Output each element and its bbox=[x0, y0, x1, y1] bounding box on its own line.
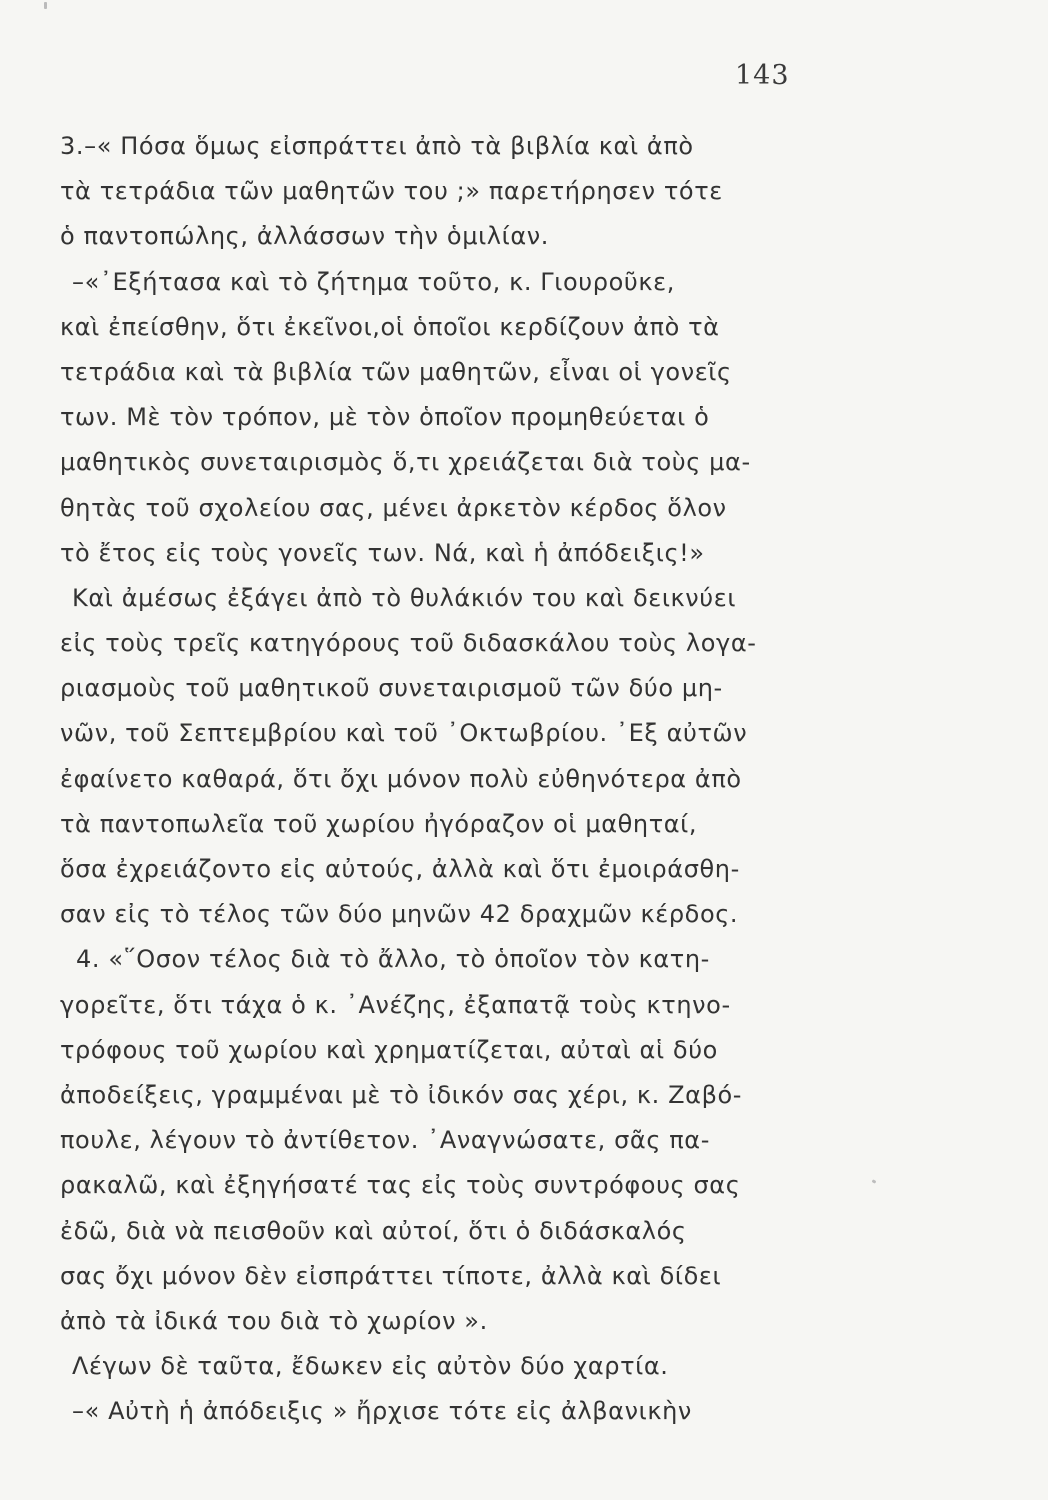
text-line: ἀποδείξεις, γραμμέναι μὲ τὸ ἰδικόν σας χέρι, κ. Ζαβό- bbox=[60, 1080, 743, 1109]
text-line: ἐφαίνετο καθαρά, ὅτι ὄχι μόνον πολὺ εὐθηνότερα ἀπὸ bbox=[60, 764, 742, 793]
text-line: σαν εἰς τὸ τέλος τῶν δύο μηνῶν 42 δραχμῶν κέρδος. bbox=[60, 900, 739, 929]
scan-speck bbox=[872, 1179, 877, 1184]
text-line: πουλε, λέγουν τὸ ἀντίθετον. ᾿Αναγνώσατε, σᾶς πα- bbox=[60, 1126, 710, 1155]
text-line: ἐδῶ, διὰ νὰ πεισθοῦν καὶ αὐτοί, ὅτι ὁ διδάσκαλός bbox=[60, 1216, 687, 1245]
text-line: τετράδια καὶ τὰ βιβλία τῶν μαθητῶν, εἶναι οἱ γονεῖς bbox=[60, 357, 732, 386]
text-line: ὅσα ἐχρειάζοντο εἰς αὐτούς, ἀλλὰ καὶ ὅτι ἐμοιράσθη- bbox=[60, 855, 740, 883]
text-line: ρακαλῶ, καὶ ἐξηγήσατέ τας εἰς τοὺς συντρόφους σας bbox=[60, 1171, 741, 1200]
text-line: εἰς τοὺς τρεῖς κατηγόρους τοῦ διδασκάλου τοὺς λογα- bbox=[60, 629, 757, 658]
page-number: 143 bbox=[735, 60, 790, 91]
text-line: 4. «῞Οσον τέλος διὰ τὸ ἄλλο, τὸ ὁποῖον τὸν κατη- bbox=[76, 945, 710, 974]
text-line: τὸ ἔτος εἰς τοὺς γονεῖς των. Νά, καὶ ἡ ἀπόδειξις!» bbox=[60, 538, 705, 567]
text-line: σας ὄχι μόνον δὲν εἰσπράττει τίποτε, ἀλλὰ καὶ δίδει bbox=[60, 1261, 722, 1290]
text-line: τὰ παντοπωλεῖα τοῦ χωρίου ἠγόραζον οἱ μαθηταί, bbox=[60, 809, 698, 838]
text-line: μαθητικὸς συνεταιρισμὸς ὅ,τι χρειάζεται διὰ τοὺς μα- bbox=[60, 448, 751, 477]
text-line: Καὶ ἀμέσως ἐξάγει ἀπὸ τὸ θυλάκιόν του καὶ δεικνύει bbox=[72, 583, 737, 612]
text-line: –«᾿Εξήτασα καὶ τὸ ζήτημα τοῦτο, κ. Γιουροῦκε, bbox=[72, 267, 675, 296]
text-line: γορεῖτε, ὅτι τάχα ὁ κ. ᾿Ανέζης, ἐξαπατᾷ τοὺς κτηνο- bbox=[60, 990, 731, 1019]
text-line: Λέγων δὲ ταῦτα, ἔδωκεν εἰς αὐτὸν δύο χαρτία. bbox=[72, 1352, 669, 1381]
text-line: νῶν, τοῦ Σεπτεμβρίου καὶ τοῦ ᾿Οκτωβρίου. ᾿Εξ αὐτῶν bbox=[60, 719, 748, 748]
page-body-text bbox=[60, 124, 840, 1434]
text-line: των. Μὲ τὸν τρόπον, μὲ τὸν ὁποῖον προμηθεύεται ὁ bbox=[60, 403, 710, 432]
text-line: –« Αὐτὴ ἡ ἀπόδειξις » ἤρχισε τότε εἰς ἀλβανικὴν bbox=[72, 1397, 692, 1426]
scan-mark bbox=[44, 2, 47, 9]
text-line: τὰ τετράδια τῶν μαθητῶν του ;» παρετήρησεν τότε bbox=[60, 177, 723, 206]
text-line: ὁ παντοπώλης, ἀλλάσσων τὴν ὁμιλίαν. bbox=[60, 222, 549, 251]
text-line: ριασμοὺς τοῦ μαθητικοῦ συνεταιρισμοῦ τῶν δύο μη- bbox=[60, 674, 723, 703]
text-line: ἀπὸ τὰ ἰδικά του διὰ τὸ χωρίον ». bbox=[60, 1306, 488, 1335]
text-line: θητὰς τοῦ σχολείου σας, μένει ἀρκετὸν κέρδος ὅλον bbox=[60, 493, 727, 522]
text-line: τρόφους τοῦ χωρίου καὶ χρηματίζεται, αὐταὶ αἱ δύο bbox=[60, 1035, 718, 1064]
text-line: καὶ ἐπείσθην, ὅτι ἐκεῖνοι,οἱ ὁποῖοι κερδίζουν ἀπὸ τὰ bbox=[60, 312, 720, 341]
text-line: 3.–« Πόσα ὅμως εἰσπράττει ἀπὸ τὰ βιβλία καὶ ἀπὸ bbox=[60, 132, 694, 160]
